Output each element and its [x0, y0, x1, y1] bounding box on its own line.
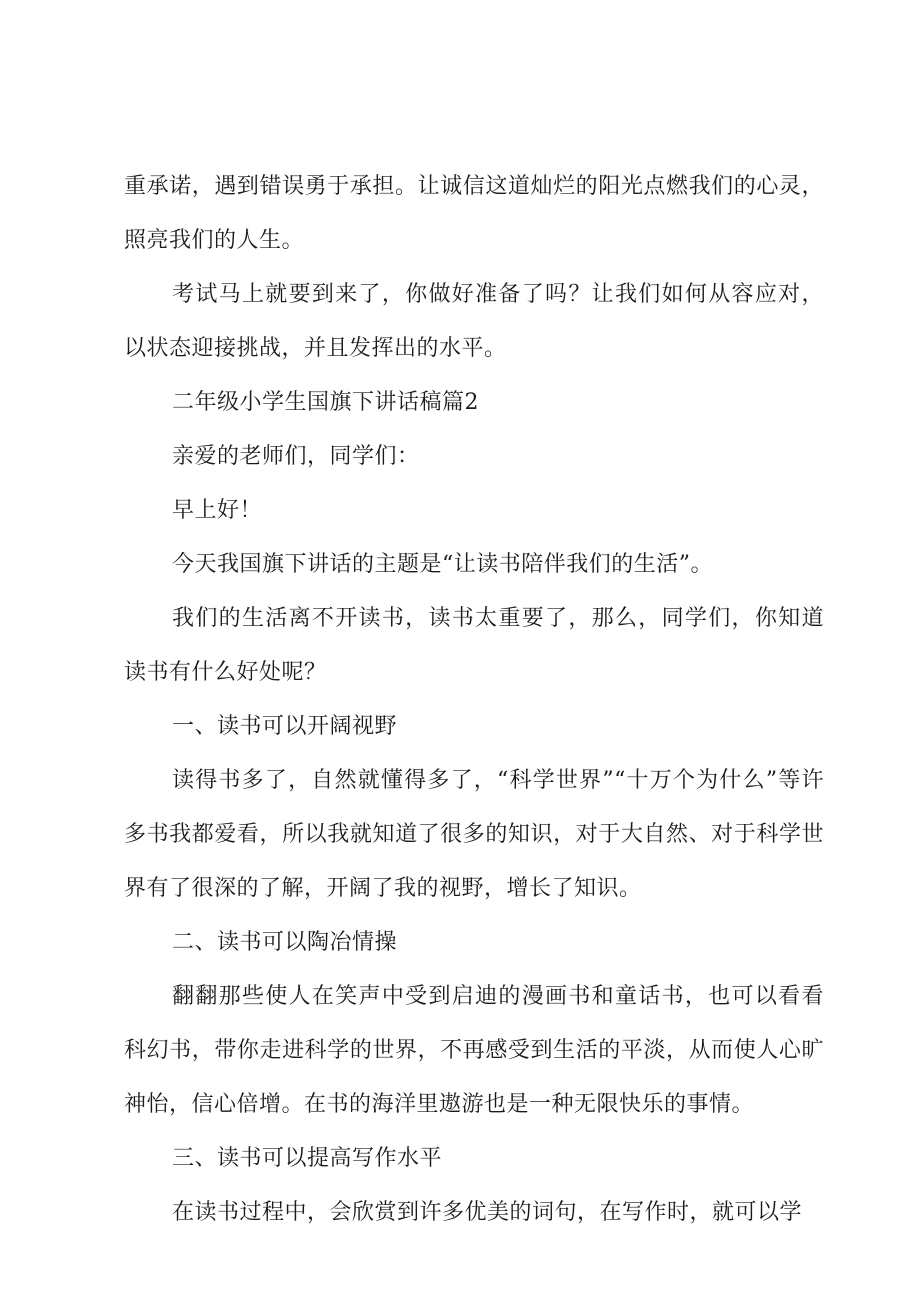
greeting-morning: 早上好！: [172, 498, 263, 523]
paragraph-topic: 今天我国旗下讲话的主题是“让读书陪伴我们的生活”。: [172, 552, 713, 577]
paragraph-point-3: 在读书过程中，会欣赏到许多优美的词句，在写作时，就可以学: [172, 1200, 803, 1225]
paragraph-exam: 考试马上就要到来了，你做好准备了吗？让我们如何从容应对，以状态迎接挑战，并且发挥出的水平。: [124, 282, 824, 361]
section-title: 二年级小学生国旗下讲话稿篇2: [172, 390, 479, 415]
paragraph-intro: 我们的生活离不开读书，读书太重要了，那么，同学们，你知道读书有什么好处呢？: [124, 606, 824, 685]
paragraph-continuation: 重承诺，遇到错误勇于承担。让诚信这道灿烂的阳光点燃我们的心灵，照亮我们的人生。: [124, 174, 824, 253]
greeting-audience: 亲爱的老师们，同学们：: [172, 444, 420, 469]
paragraph-point-1: 读得书多了，自然就懂得多了，“科学世界”“十万个为什么”等许多书我都爱看，所以我就知道了很多的知识，对于大自然、对于科学世界有了很深的了解，开阔了我的视野，增长了知识。: [124, 768, 824, 901]
paragraph-point-2: 翻翻那些使人在笑声中受到启迪的漫画书和童话书，也可以看看科幻书，带你走进科学的世界，不再感受到生活的平淡，从而使人心旷神怡，信心倍增。在书的海洋里遨游也是一种无限快乐的事情。: [124, 984, 824, 1117]
heading-point-3: 三、读书可以提高写作水平: [172, 1146, 443, 1171]
document-body: [124, 160, 824, 1240]
heading-point-2: 二、读书可以陶冶情操: [172, 930, 398, 955]
heading-point-1: 一、读书可以开阔视野: [172, 714, 398, 739]
